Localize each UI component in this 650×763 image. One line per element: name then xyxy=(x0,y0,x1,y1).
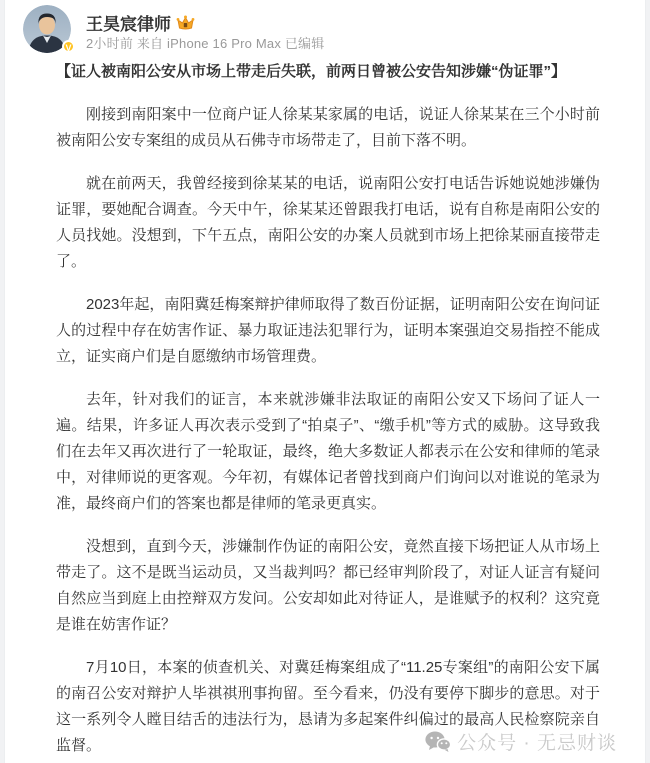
post-paragraph: 去年，针对我们的证言，本来就涉嫌非法取证的南阳公安又下场问了证人一遍。结果，许多证人再次表示受到了“拍桌子”、“缴手机”等方式的威胁。这导致我们在去年又再次进行了一轮取证，最终，绝大多数证人都表示在公安和律师的笔录中，对律师说的更客观。今年初，有媒体记者曾找到商户们询问以对谁说的笔录为准，最终商户们的答案也都是律师的笔录更真实。 xyxy=(56,391,600,512)
wechat-icon xyxy=(425,731,451,752)
watermark-label: 公众号 · 无忌财谈 xyxy=(457,733,617,754)
avatar[interactable] xyxy=(23,5,71,53)
post-paragraphs xyxy=(56,102,600,759)
watermark xyxy=(425,728,617,755)
post-paragraph: 7月10日，本案的侦查机关、对冀廷梅案组成了“11.25专案组”的南阳公安下属的南召公安对辩护人毕祺祺刑事拘留。至今看来，仍没有要停下脚步的意思。对于这一系列令人瞠目结舌的违法行为，恳请为多起案件纠偏过的最高人民检察院亲自监督。 xyxy=(56,659,600,754)
post-paragraph: 刚接到南阳案中一位商户证人徐某某家属的电话，说证人徐某某在三个小时前被南阳公安专案组的成员从石佛寺市场带走了，目前下落不明。 xyxy=(56,106,600,149)
post-content xyxy=(56,59,600,759)
vip-crown-icon xyxy=(176,14,195,32)
post-paragraph: 没想到，直到今天，涉嫌制作伪证的南阳公安，竟然直接下场把证人从市场上带走了。这不是既当运动员，又当裁判吗？都已经审判阶段了，对证人证言有疑问自然应当到庭上由控辩双方发问。公安却如此对待证人，是谁赋予的权利？这究竟是谁在妨害作证？ xyxy=(56,538,600,633)
username[interactable]: 王昊宸律师 xyxy=(86,15,171,34)
post-title: 【证人被南阳公安从市场上带走后失联，前两日曾被公安告知涉嫌“伪证罪”】 xyxy=(56,63,567,80)
verified-badge-icon: V xyxy=(62,40,75,53)
post-paragraph: 就在前两天，我曾经接到徐某某的电话，说南阳公安打电话告诉她说她涉嫌伪证罪，要她配合调查。今天中午，徐某某还曾跟我打电话，说有自称是南阳公安的人员找她。没想到，下午五点，南阳公安的办案人员就到市场上把徐某丽直接带走了。 xyxy=(56,175,600,270)
weibo-post-card xyxy=(4,0,646,763)
post-meta: 2小时前 来自 iPhone 16 Pro Max 已编辑 xyxy=(86,36,325,51)
post-paragraph: 2023年起，南阳冀廷梅案辩护律师取得了数百份证据，证明南阳公安在询问证人的过程中存在妨害作证、暴力取证违法犯罪行为，证明本案强迫交易指控不能成立，证实商户们是自愿缴纳市场管理费。 xyxy=(56,296,600,365)
